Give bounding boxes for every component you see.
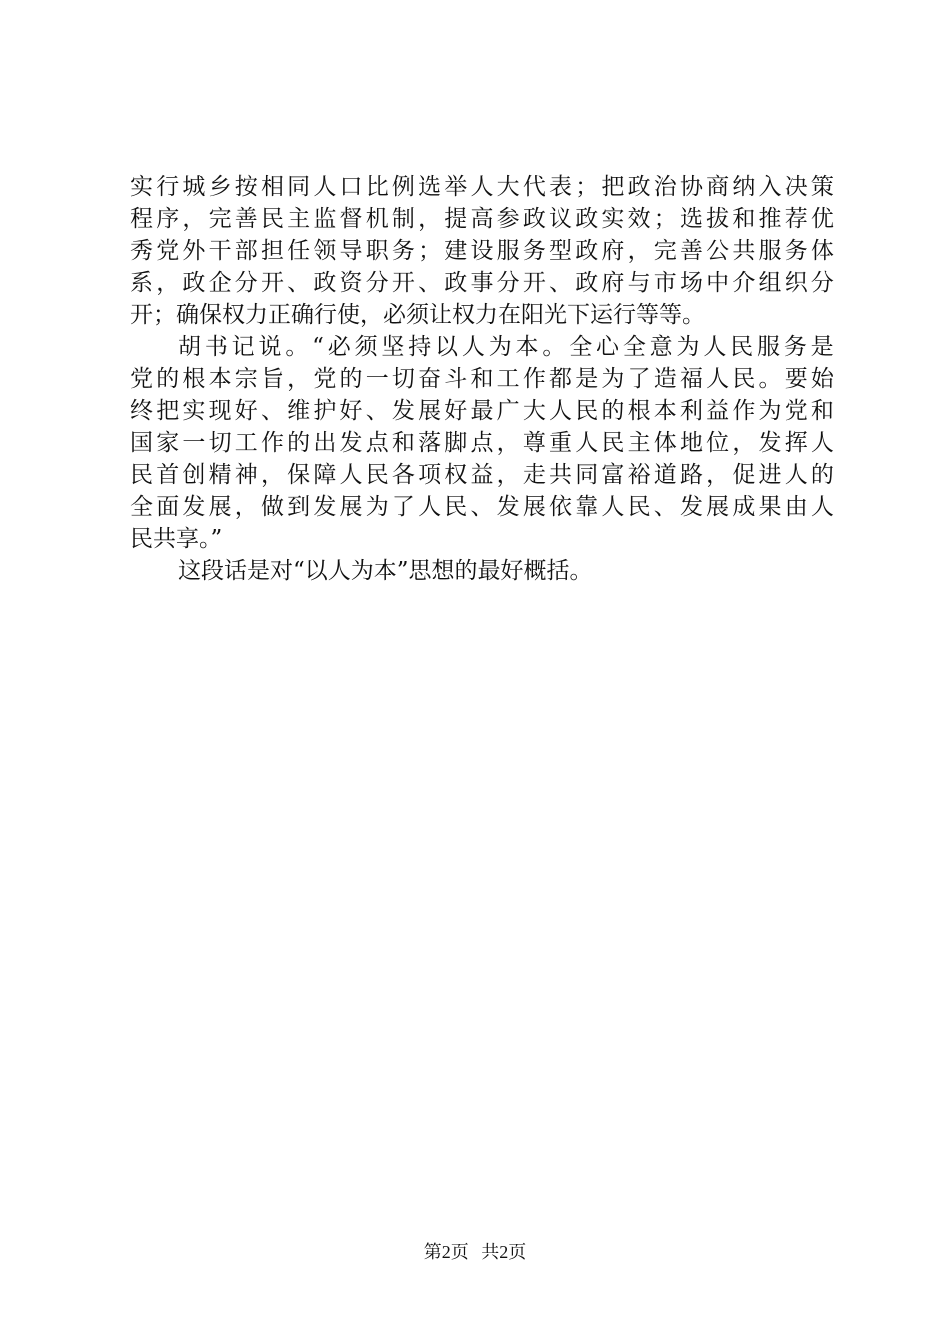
text-line-7: 党 的 根 本 宗 旨 ， 党 的 一 切 奋 斗 和 工 作 都 是 为 了 造 福 人 民 。 要 始: [130, 366, 834, 392]
text-line-1: 实 行 城 乡 按 相 同 人 口 比 例 选 举 人 大 代 表 ； 把 政 治 协 商 纳 入 决 策: [130, 174, 834, 200]
text-line-5: 开；确保权力正确行使，必须让权力在阳光下运行等等。: [130, 302, 705, 328]
text-line-10: 民 首 创 精 神 ， 保 障 人 民 各 项 权 益 ， 走 共 同 富 裕 道 路 ， 促 进 人 的: [130, 462, 834, 488]
text-line-8: 终 把 实 现 好 、 维 护 好 、 发 展 好 最 广 大 人 民 的 根 本 利 益 作 为 党 和: [130, 398, 834, 424]
page-footer: [0, 1240, 950, 1264]
page-number: 第2页: [423, 1242, 469, 1262]
text-line-11: 全 面 发 展 ， 做 到 发 展 为 了 人 民 、 发 展 依 靠 人 民 、 发 展 成 果 由 人: [130, 494, 834, 520]
text-line-2: 程 序 ， 完 善 民 主 监 督 机 制 ， 提 高 参 政 议 政 实 效 ； 选 拔 和 推 荐 优: [130, 206, 834, 232]
text-line-13: 这段话是对“以人为本”思想的最好概括。: [178, 558, 593, 584]
text-line-9: 国 家 一 切 工 作 的 出 发 点 和 落 脚 点 ， 尊 重 人 民 主 体 地 位 ， 发 挥 人: [130, 430, 834, 456]
text-line-12: 民共享。”: [130, 526, 223, 552]
page-total: 共2页: [481, 1242, 527, 1262]
document-body: [130, 171, 834, 587]
text-line-4: 系 ， 政 企 分 开 、 政 资 分 开 、 政 事 分 开 、 政 府 与 市 场 中 介 组 织 分: [130, 270, 834, 296]
text-line-6: 胡 书 记 说 。 “ 必 须 坚 持 以 人 为 本 。 全 心 全 意 为 人 民 服 务 是: [178, 334, 834, 360]
text-line-3: 秀 党 外 干 部 担 任 领 导 职 务 ； 建 设 服 务 型 政 府 ， 完 善 公 共 服 务 体: [130, 238, 834, 264]
